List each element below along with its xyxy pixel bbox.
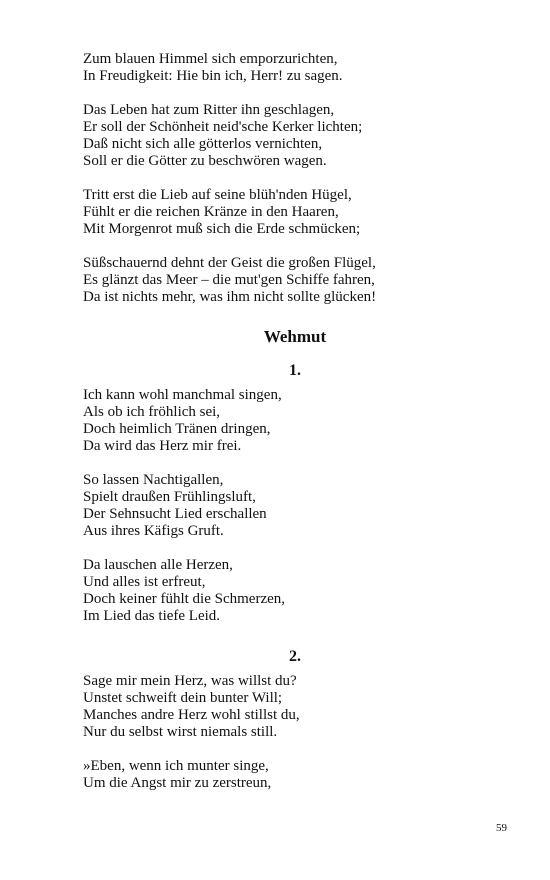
verse-line: Und alles ist erfreut, <box>83 574 206 590</box>
verse-line: Doch heimlich Tränen dringen, <box>83 421 271 437</box>
stanza <box>83 102 513 170</box>
verse-line: Da wird das Herz mir frei. <box>83 438 242 454</box>
verse-line: Soll er die Götter zu beschwören wagen. <box>83 153 327 169</box>
verse-line: Aus ihres Käfigs Gruft. <box>83 523 224 539</box>
poem-title: Wehmut <box>263 327 327 346</box>
section-number-1: 1. <box>289 362 301 379</box>
verse-line: Da lauschen alle Herzen, <box>83 557 233 573</box>
stanza <box>83 387 513 455</box>
verse-line: Da ist nichts mehr, was ihm nicht sollte glücken! <box>83 289 377 305</box>
verse-line: Er soll der Schönheit neid'sche Kerker lichten; <box>83 119 363 135</box>
page-number: 59 <box>496 822 507 834</box>
verse-line: Manches andre Herz wohl stillst du, <box>83 707 300 723</box>
verse-line: So lassen Nachtigallen, <box>83 472 224 488</box>
verse-line: Als ob ich fröhlich sei, <box>83 404 221 420</box>
stanza <box>83 187 513 238</box>
poem-part-1 <box>83 387 513 625</box>
verse-line: Süßschauernd dehnt der Geist die großen Flügel, <box>83 255 376 271</box>
verse-line: Tritt erst die Lieb auf seine blüh'nden Hügel, <box>83 187 352 203</box>
verse-line: Daß nicht sich alle götterlos vernichten, <box>83 136 323 152</box>
stanza <box>83 557 513 625</box>
stanza <box>83 51 513 85</box>
stanza <box>83 472 513 540</box>
verse-line: Es glänzt das Meer – die mut'gen Schiffe fahren, <box>83 272 375 288</box>
verse-line: Ich kann wohl manchmal singen, <box>83 387 282 403</box>
verse-line: Der Sehnsucht Lied erschallen <box>83 506 267 522</box>
stanza <box>83 758 513 792</box>
previous-poem-continuation <box>83 51 513 306</box>
verse-line: Unstet schweift dein bunter Will; <box>83 690 283 706</box>
verse-line: Nur du selbst wirst niemals still. <box>83 724 278 740</box>
stanza <box>83 673 513 741</box>
poem-part-2 <box>83 673 513 792</box>
verse-line: »Eben, wenn ich munter singe, <box>83 758 269 774</box>
verse-line: Um die Angst mir zu zerstreun, <box>83 775 272 791</box>
verse-line: Doch keiner fühlt die Schmerzen, <box>83 591 286 607</box>
verse-line: Mit Morgenrot muß sich die Erde schmücken; <box>83 221 361 237</box>
section-number-2: 2. <box>289 648 301 665</box>
verse-line: Fühlt er die reichen Kränze in den Haaren, <box>83 204 339 220</box>
verse-line: Spielt draußen Frühlingsluft, <box>83 489 256 505</box>
verse-line: In Freudigkeit: Hie bin ich, Herr! zu sagen. <box>83 68 343 84</box>
verse-line: Sage mir mein Herz, was willst du? <box>83 673 297 689</box>
stanza <box>83 255 513 306</box>
verse-line: Das Leben hat zum Ritter ihn geschlagen, <box>83 102 335 118</box>
verse-line: Zum blauen Himmel sich emporzurichten, <box>83 51 338 67</box>
verse-line: Im Lied das tiefe Leid. <box>83 608 221 624</box>
